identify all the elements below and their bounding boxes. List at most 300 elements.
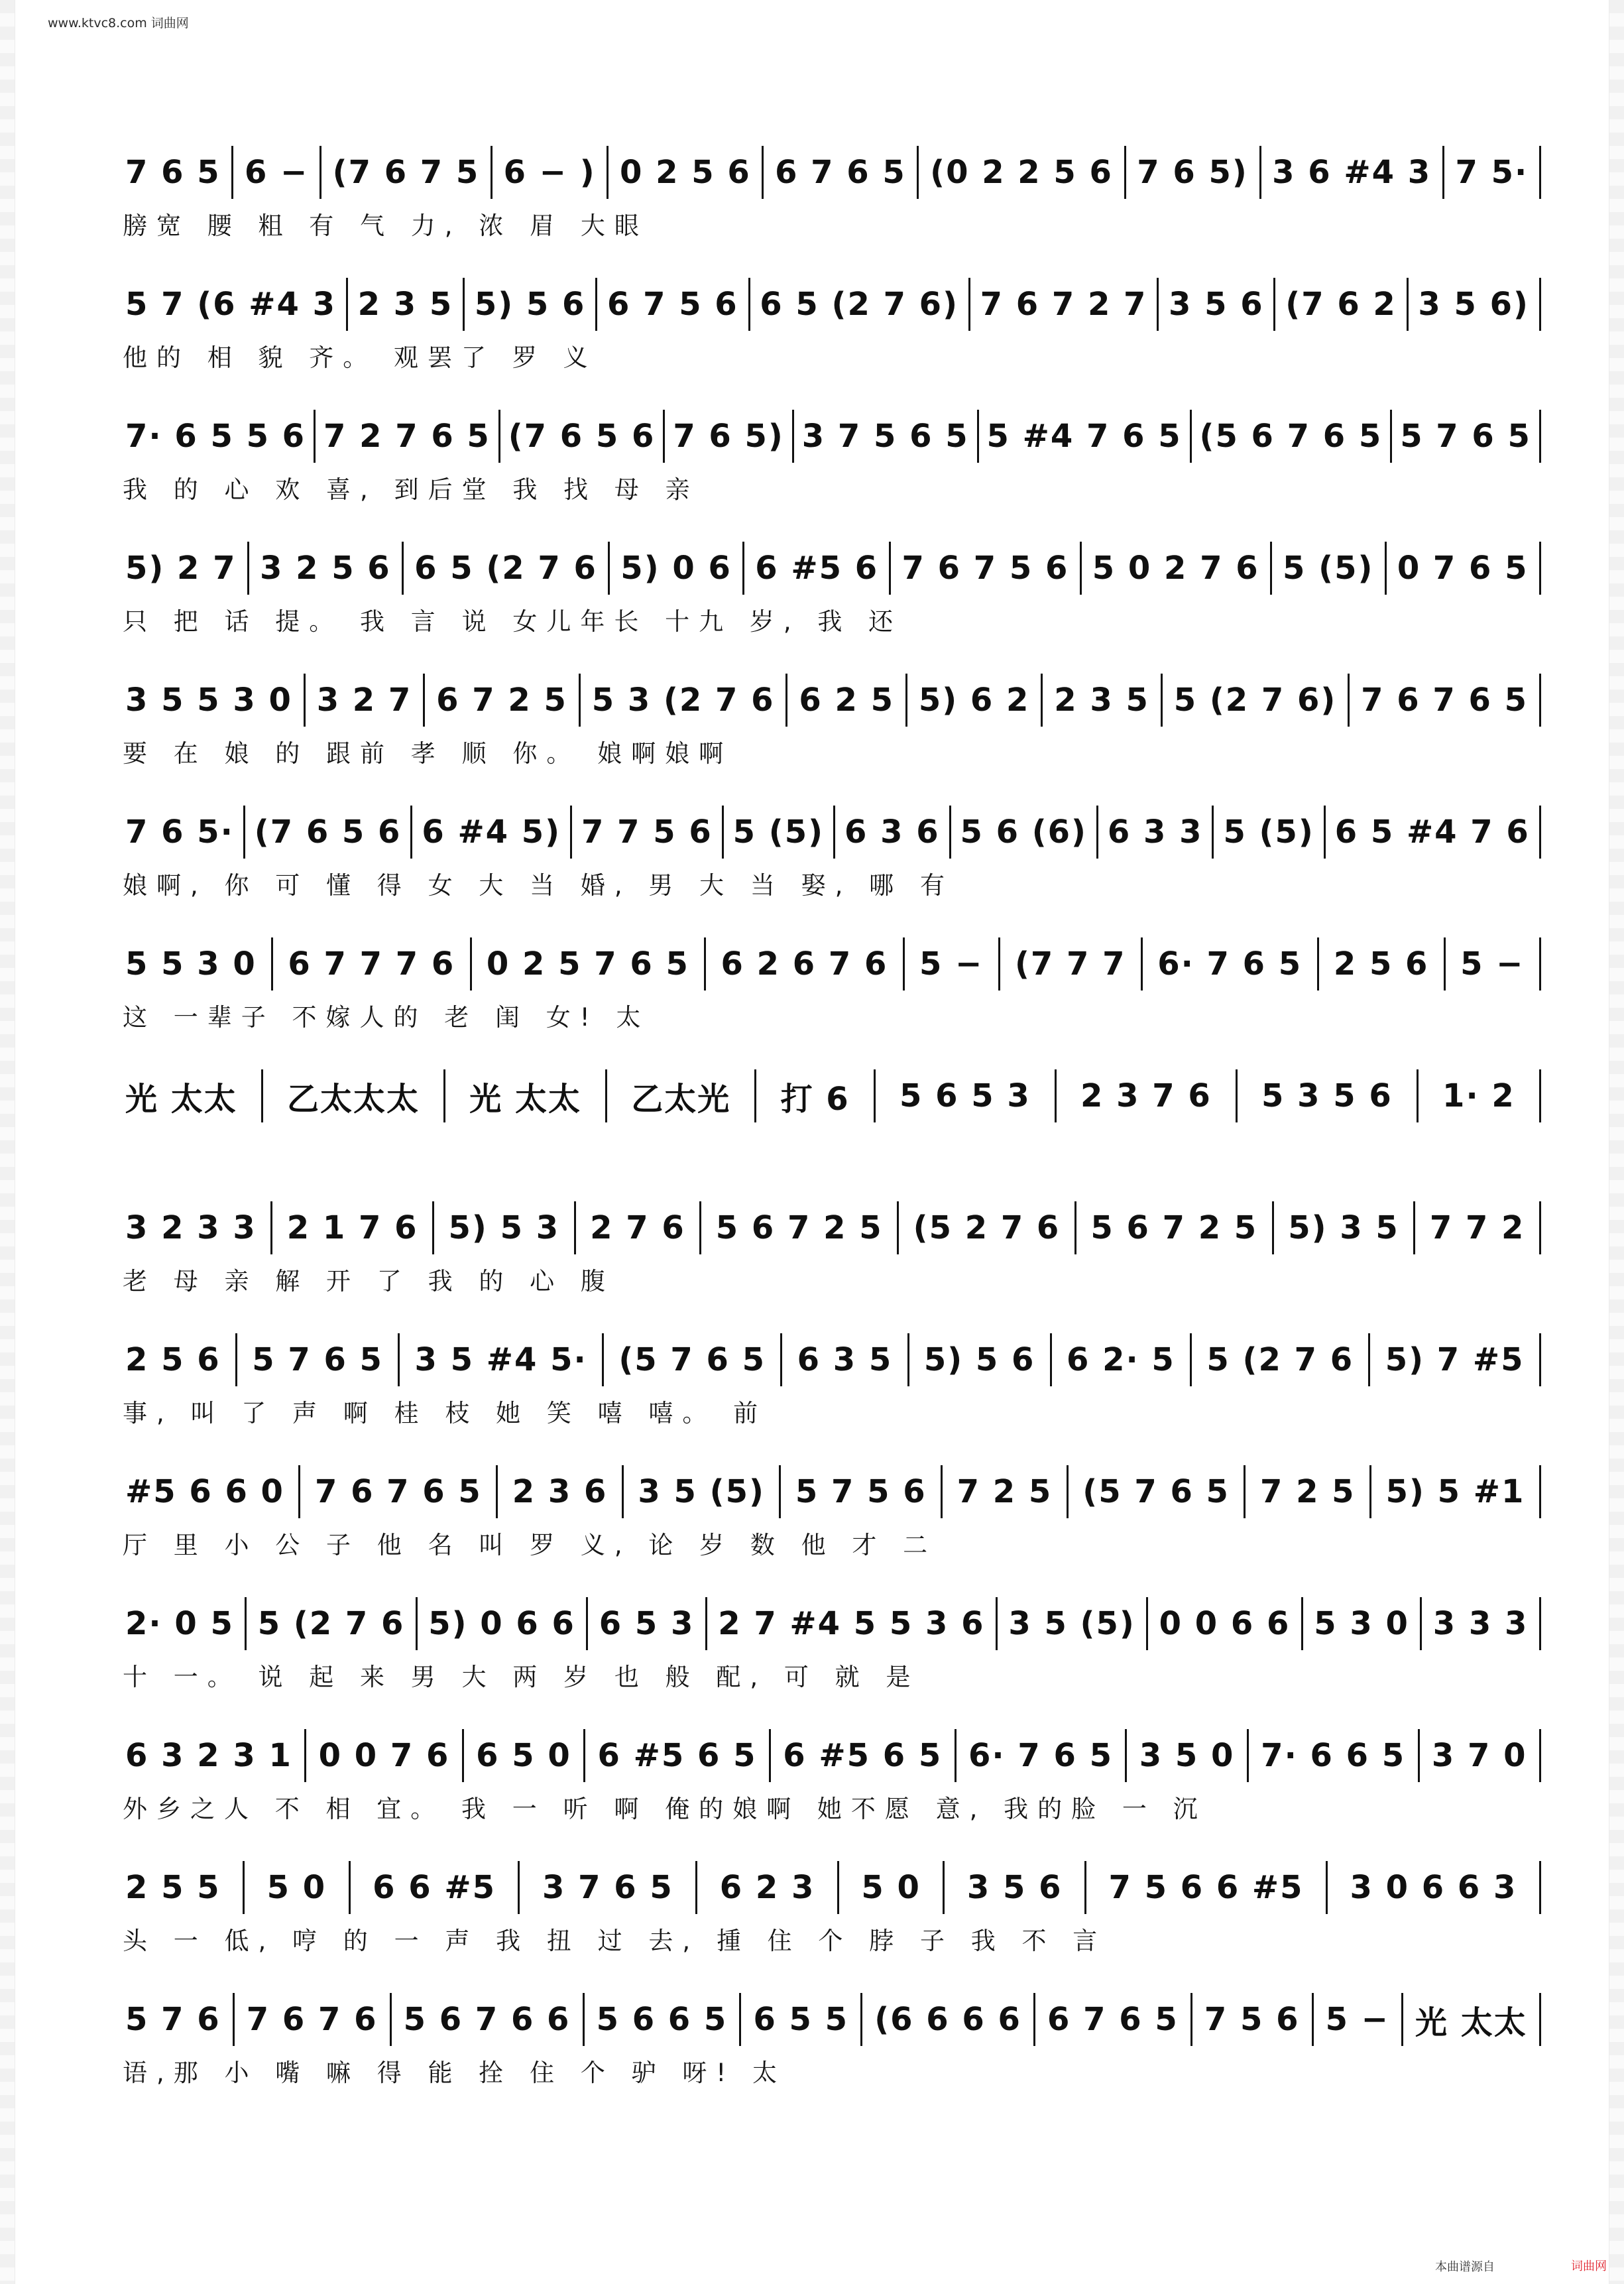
bar-line <box>705 1597 707 1650</box>
measure: 5 6 7 6 6 <box>403 2001 571 2038</box>
measure: 6 2 3 <box>719 1869 815 1906</box>
bar-line <box>1124 146 1126 199</box>
bar-line <box>1067 1465 1069 1518</box>
measure: 2 5 6 <box>1333 945 1429 983</box>
measure: 5 #4 7 6 5 <box>986 418 1182 455</box>
bar-line <box>261 1069 263 1122</box>
measure: 3 5 6 <box>1169 286 1264 323</box>
lyrics-row: 老 母 亲 解 开 了 我 的 心 腹 <box>123 1267 614 1295</box>
measure: 6 − ) <box>503 154 596 191</box>
measure: 5) 0 6 6 <box>428 1605 575 1642</box>
bar-line <box>574 1201 576 1254</box>
measure: 6 3 3 <box>1107 813 1203 851</box>
bar-line <box>1420 1597 1422 1650</box>
measure: (6 6 6 6 <box>874 2001 1021 2038</box>
bar-line <box>1401 1993 1403 2046</box>
measure: 5) 5 6 <box>923 1341 1035 1378</box>
bar-line <box>769 1729 771 1782</box>
bar-line <box>996 1597 998 1650</box>
measure: (7 6 7 5 <box>332 154 480 191</box>
bar-line <box>792 410 794 463</box>
measure: 7 6 7 6 <box>246 2001 378 2038</box>
measure: 5 5 3 0 <box>125 945 257 983</box>
notes-row <box>123 278 1541 331</box>
bar-line <box>570 806 572 859</box>
measure: 5 7 6 5 <box>1400 418 1531 455</box>
measure: 6 7 2 5 <box>436 682 567 719</box>
notes-row <box>123 806 1541 859</box>
bar-line <box>955 1729 957 1782</box>
bar-line <box>416 1597 418 1650</box>
bar-line <box>780 1333 782 1386</box>
bar-line <box>245 1597 247 1650</box>
score-system <box>123 133 1541 265</box>
measure: 5) 6 2 <box>918 682 1030 719</box>
measure: (7 6 5 6 <box>508 418 656 455</box>
score-system <box>123 265 1541 396</box>
bar-line <box>943 1861 945 1914</box>
bar-line <box>270 1201 272 1254</box>
measure: 7 5 6 <box>1204 2001 1300 2038</box>
bar-line <box>1369 1465 1371 1518</box>
footer-source: 本曲谱源自 <box>1435 2260 1495 2274</box>
score-system <box>123 1848 1541 1980</box>
score-system <box>123 1980 1541 2112</box>
measure: 乙太光 <box>631 1080 731 1118</box>
lyrics-row: 厅 里 小 公 子 他 名 叫 罗 义, 论 岁 数 他 才 二 <box>123 1531 937 1559</box>
bar-line <box>897 1201 899 1254</box>
measure: 1· 2 <box>1442 1077 1515 1114</box>
lyrics-row: 事, 叫 了 声 啊 桂 枝 她 笑 嘻 嘻。 前 <box>123 1399 768 1427</box>
measure: 5 (2 7 6) <box>1173 682 1337 719</box>
measure: 5 7 5 6 <box>795 1473 927 1510</box>
bar-line <box>722 806 724 859</box>
measure: 6 #5 6 5 <box>783 1737 943 1774</box>
notes-row <box>123 674 1541 727</box>
measure: 7 6 5· <box>125 813 234 851</box>
measure: 3 5 0 <box>1139 1737 1235 1774</box>
score-system <box>123 660 1541 792</box>
bar-line <box>247 542 249 595</box>
bar-line <box>1385 542 1387 595</box>
measure: 5 6 7 2 5 <box>715 1209 883 1246</box>
bar-line <box>271 937 273 991</box>
bar-line <box>903 937 905 991</box>
notes-row <box>123 1465 1541 1518</box>
measure: 5 3 5 6 <box>1261 1077 1393 1114</box>
bar-line <box>1348 674 1350 727</box>
measure: 5 − <box>1460 945 1525 983</box>
bar-line <box>491 146 493 199</box>
measure: 5 (2 7 6 <box>257 1605 405 1642</box>
bar-line <box>1539 1993 1541 2046</box>
measure: 6 3 6 <box>844 813 940 851</box>
bar-line <box>605 1069 607 1122</box>
bar-line <box>233 1993 235 2046</box>
measure: 光 太太 <box>125 1080 237 1118</box>
measure: 6 #5 6 5 <box>597 1737 757 1774</box>
bar-line <box>1146 1597 1148 1650</box>
measure: 3 0 6 6 3 <box>1350 1869 1517 1906</box>
bar-line <box>1212 806 1214 859</box>
measure: 5 3 0 <box>1314 1605 1409 1642</box>
bar-line <box>874 1069 876 1122</box>
measure: (0 2 2 5 6 <box>930 154 1113 191</box>
measure: #5 6 6 0 <box>125 1473 284 1510</box>
measure: 3 5 (5) <box>1008 1605 1135 1642</box>
measure: 光 太太 <box>1415 2004 1527 2041</box>
bar-line <box>1418 1729 1420 1782</box>
bar-line <box>742 542 744 595</box>
notes-row <box>123 410 1541 463</box>
bar-line <box>319 146 321 199</box>
bar-line <box>586 1597 588 1650</box>
bar-line <box>1539 1597 1541 1650</box>
site-label: www.ktvc8.com 词曲网 <box>48 16 189 30</box>
bar-line <box>470 937 472 991</box>
bar-line <box>1273 278 1275 331</box>
bar-line <box>1041 674 1043 727</box>
measure: 3 5 6) <box>1418 286 1529 323</box>
measure: 5) 3 5 <box>1288 1209 1399 1246</box>
measure: 6 5 3 <box>599 1605 695 1642</box>
measure: 6 5 5 <box>753 2001 849 2038</box>
bar-line <box>1317 937 1319 991</box>
bar-line <box>663 410 665 463</box>
lyrics-row: 十 一。 说 起 来 男 大 两 岁 也 般 配, 可 就 是 <box>123 1663 920 1691</box>
measure: 5) 5 6 <box>474 286 586 323</box>
measure: (7 6 5 6 <box>254 813 402 851</box>
measure: 2 3 6 <box>512 1473 608 1510</box>
lyrics-row: 外乡之人 不 相 宜。 我 一 听 啊 俺的娘啊 她不愿 意, 我的脸 一 沉 <box>123 1795 1207 1823</box>
measure: 6 2 6 7 6 <box>721 945 888 983</box>
bar-line <box>1259 146 1261 199</box>
measure: 7 2 7 6 5 <box>323 418 491 455</box>
right-margin-strip <box>1609 0 1624 2284</box>
bar-line <box>1539 1069 1541 1122</box>
measure: 6 5 (2 7 6 <box>414 550 597 587</box>
bar-line <box>423 674 425 727</box>
bar-line <box>1539 1729 1541 1782</box>
bar-line <box>1161 674 1163 727</box>
lyrics-row: 要 在 娘 的 跟前 孝 顺 你。 娘啊娘啊 <box>123 739 733 768</box>
measure: 2 7 6 <box>590 1209 685 1246</box>
bar-line <box>1125 1729 1127 1782</box>
measure: 6 3 2 3 1 <box>125 1737 292 1774</box>
bar-line <box>1539 1861 1541 1914</box>
measure: 5 6 (6) <box>960 813 1087 851</box>
notes-row <box>123 146 1541 199</box>
measure: 0 2 5 6 <box>619 154 751 191</box>
measure: 5 6 5 3 <box>899 1077 1031 1114</box>
lyrics-row: 语,那 小 嘴 嘛 得 能 拴 住 个 驴 呀! 太 <box>123 2059 786 2087</box>
bar-line <box>1324 806 1326 859</box>
bar-line <box>243 806 245 859</box>
measure: 3 7 6 5 <box>542 1869 673 1906</box>
bar-line <box>1444 937 1446 991</box>
bar-line <box>235 1333 237 1386</box>
measure: 3 2 7 <box>316 682 412 719</box>
measure: 6 7 6 5 <box>1047 2001 1179 2038</box>
measure: 5 6 6 5 <box>596 2001 728 2038</box>
lyrics-row: 膀宽 腰 粗 有 气 力, 浓 眉 大眼 <box>123 211 648 240</box>
bar-line <box>968 278 970 331</box>
footer-brand[interactable]: 词曲网 <box>1571 2259 1607 2273</box>
measure: 7· 6 5 5 6 <box>125 418 306 455</box>
bar-line <box>1190 1993 1192 2046</box>
measure: 0 0 6 6 <box>1159 1605 1291 1642</box>
bar-line <box>1442 146 1444 199</box>
measure: 7 2 5 <box>957 1473 1053 1510</box>
measure: 0 2 5 7 6 5 <box>486 945 689 983</box>
measure: 7· 6 6 5 <box>1261 1737 1406 1774</box>
bar-line <box>1539 410 1541 463</box>
bar-line <box>304 674 306 727</box>
bar-line <box>583 1729 585 1782</box>
bar-line <box>579 674 581 727</box>
score-system <box>123 792 1541 924</box>
bar-line <box>1539 937 1541 991</box>
measure: 7 6 7 2 7 <box>980 286 1147 323</box>
bar-line <box>1190 410 1192 463</box>
bar-line <box>860 1993 862 2046</box>
measure: 5 (5) <box>1223 813 1314 851</box>
bar-line <box>390 1993 392 2046</box>
measure: 光 太太 <box>469 1080 582 1118</box>
bar-line <box>762 146 764 199</box>
measure: 5) 7 #5 <box>1385 1341 1525 1378</box>
bar-line <box>622 1465 624 1518</box>
measure: 5) 0 6 <box>620 550 732 587</box>
bar-line <box>1096 806 1098 859</box>
bar-line <box>1050 1333 1052 1386</box>
measure: 6· 7 6 5 <box>1157 945 1303 983</box>
bar-line <box>518 1861 520 1914</box>
bar-line <box>1407 278 1409 331</box>
bar-line <box>1539 146 1541 199</box>
bar-line <box>695 1861 697 1914</box>
bar-line <box>941 1465 943 1518</box>
bar-line <box>739 1993 741 2046</box>
measure: 2 5 6 <box>125 1341 221 1378</box>
bar-line <box>1084 1861 1086 1914</box>
measure: 5 3 (2 7 6 <box>591 682 775 719</box>
bar-line <box>583 1993 585 2046</box>
bar-line <box>889 542 891 595</box>
measure: 2 3 7 6 <box>1080 1077 1212 1114</box>
measure: 6 7 5 6 <box>607 286 738 323</box>
bar-line <box>1539 1333 1541 1386</box>
bar-line <box>905 674 907 727</box>
measure: 2 1 7 6 <box>286 1209 418 1246</box>
lyrics-row: 他的 相 貌 齐。 观罢了 罗 义 <box>123 343 597 372</box>
measure: 6 2· 5 <box>1066 1341 1175 1378</box>
bar-line <box>1244 1465 1246 1518</box>
measure: 7 7 5 6 <box>581 813 713 851</box>
measure: 7 7 2 <box>1429 1209 1525 1246</box>
bar-line <box>410 806 412 859</box>
measure: 5 (5) <box>732 813 825 851</box>
bar-line <box>1301 1597 1303 1650</box>
bar-line <box>398 1333 400 1386</box>
bar-line <box>1539 542 1541 595</box>
bar-line <box>833 806 835 859</box>
bar-line <box>754 1069 756 1122</box>
lyrics-row: 娘啊, 你 可 懂 得 女 大 当 婚, 男 大 当 娶, 哪 有 <box>123 871 954 900</box>
bar-line <box>998 937 1000 991</box>
measure: 3 6 #4 3 <box>1272 154 1432 191</box>
bar-line <box>1190 1333 1192 1386</box>
measure: 6 − <box>244 154 309 191</box>
notes-row <box>123 1333 1541 1386</box>
notes-row <box>123 1201 1541 1254</box>
measure: 乙太太太 <box>287 1080 420 1118</box>
bar-line <box>243 1861 245 1914</box>
bar-line <box>1539 674 1541 727</box>
bar-line <box>977 410 979 463</box>
bar-line <box>1270 542 1272 595</box>
bar-line <box>1326 1861 1328 1914</box>
notes-row <box>123 1861 1541 1914</box>
bar-line <box>699 1201 701 1254</box>
measure: 0 7 6 5 <box>1397 550 1529 587</box>
measure: 3 5 5 3 0 <box>125 682 292 719</box>
score-system <box>123 1716 1541 1848</box>
measure: 5 7 (6 #4 3 <box>125 286 336 323</box>
notes-row <box>123 1729 1541 1782</box>
measure: 6 5 0 <box>476 1737 571 1774</box>
score-system <box>123 1188 1541 1320</box>
measure: (5 7 6 5 <box>1082 1473 1230 1510</box>
bar-line <box>949 806 951 859</box>
measure: 7 5· <box>1455 154 1529 191</box>
measure: 2 5 5 <box>125 1869 221 1906</box>
measure: 7 5 6 6 #5 <box>1108 1869 1304 1906</box>
measure: 5 (5) <box>1283 550 1374 587</box>
measure: 7 6 5) <box>1137 154 1248 191</box>
bar-line <box>595 278 597 331</box>
bar-line <box>1390 410 1392 463</box>
bar-line <box>304 1729 306 1782</box>
measure: 3 2 5 6 <box>259 550 391 587</box>
measure: 5 − <box>919 945 984 983</box>
measure: 6 5 #4 7 6 <box>1334 813 1530 851</box>
measure: 7 6 7 6 5 <box>314 1473 482 1510</box>
measure: 5 (2 7 6 <box>1206 1341 1354 1378</box>
bar-line <box>443 1069 445 1122</box>
measure: 5 0 <box>266 1869 327 1906</box>
measure: 5 6 7 2 5 <box>1090 1209 1258 1246</box>
bar-line <box>1272 1201 1274 1254</box>
score-system <box>123 1320 1541 1452</box>
bar-line <box>1074 1201 1076 1254</box>
measure: 5) 5 3 <box>448 1209 560 1246</box>
measure: 6 2 5 <box>799 682 894 719</box>
bar-line <box>785 674 787 727</box>
left-margin-strip <box>0 0 15 2284</box>
lyrics-row: 我 的 心 欢 喜, 到后堂 我 找 母 亲 <box>123 475 699 504</box>
notes-row <box>123 937 1541 991</box>
lyrics-row: 这 一辈子 不嫁人的 老 闺 女! 太 <box>123 1003 650 1032</box>
score-system <box>123 1452 1541 1584</box>
bar-line <box>607 146 609 199</box>
measure: 2 7 #4 5 5 3 6 <box>718 1605 985 1642</box>
measure: 6 6 #5 <box>373 1869 496 1906</box>
measure: 0 0 7 6 <box>318 1737 450 1774</box>
notes-row <box>123 1993 1541 2046</box>
measure: 5) 5 #1 <box>1385 1473 1525 1510</box>
measure: 6 7 6 5 <box>775 154 906 191</box>
score-system <box>123 1056 1541 1188</box>
measure: 5 7 6 5 <box>252 1341 383 1378</box>
measure: 5 7 6 <box>125 2001 221 2038</box>
measure: 7 6 5) <box>673 418 784 455</box>
measure: (5 2 7 6 <box>913 1209 1061 1246</box>
bar-line <box>463 278 465 331</box>
measure: 6 5 (2 7 6) <box>760 286 959 323</box>
measure: 3 3 3 <box>1432 1605 1529 1642</box>
measure: 7 6 7 5 6 <box>901 550 1069 587</box>
bar-line <box>432 1201 434 1254</box>
bar-line <box>298 1465 300 1518</box>
measure: (7 6 2 <box>1285 286 1397 323</box>
bar-line <box>1236 1069 1238 1122</box>
score <box>123 133 1541 2112</box>
bar-line <box>1157 278 1159 331</box>
bar-line <box>498 410 500 463</box>
measure: 5 0 <box>861 1869 921 1906</box>
measure: 7 2 5 <box>1259 1473 1356 1510</box>
bar-line <box>402 542 404 595</box>
bar-line <box>1417 1069 1419 1122</box>
bar-line <box>1539 1465 1541 1518</box>
bar-line <box>496 1465 498 1518</box>
score-system <box>123 396 1541 528</box>
measure: 7 6 7 6 5 <box>1361 682 1528 719</box>
measure: (5 7 6 5 <box>618 1341 766 1378</box>
bar-line <box>1080 542 1082 595</box>
bar-line <box>314 410 316 463</box>
bar-line <box>349 1861 351 1914</box>
bar-line <box>837 1861 839 1914</box>
measure: 打 6 <box>780 1080 850 1118</box>
measure: 3 7 5 6 5 <box>801 418 969 455</box>
measure: 3 7 0 <box>1431 1737 1527 1774</box>
measure: 5 − <box>1325 2001 1389 2038</box>
bar-line <box>1312 1993 1314 2046</box>
bar-line <box>602 1333 604 1386</box>
bar-line <box>704 937 706 991</box>
measure: 5 0 2 7 6 <box>1092 550 1259 587</box>
score-system <box>123 528 1541 660</box>
measure: 7 6 5 <box>125 154 221 191</box>
bar-line <box>346 278 348 331</box>
bar-line <box>1539 278 1541 331</box>
notes-row <box>123 1597 1541 1650</box>
bar-line <box>917 146 919 199</box>
bar-line <box>748 278 750 331</box>
bar-line <box>608 542 610 595</box>
measure: 3 5 6 <box>966 1869 1063 1906</box>
bar-line <box>1413 1201 1415 1254</box>
notes-row <box>123 1069 1541 1122</box>
bar-line <box>1033 1993 1035 2046</box>
measure: 3 2 3 3 <box>125 1209 257 1246</box>
bar-line <box>907 1333 909 1386</box>
measure: 3 5 (5) <box>638 1473 765 1510</box>
measure: 2 3 5 <box>1054 682 1149 719</box>
bar-line <box>1368 1333 1370 1386</box>
